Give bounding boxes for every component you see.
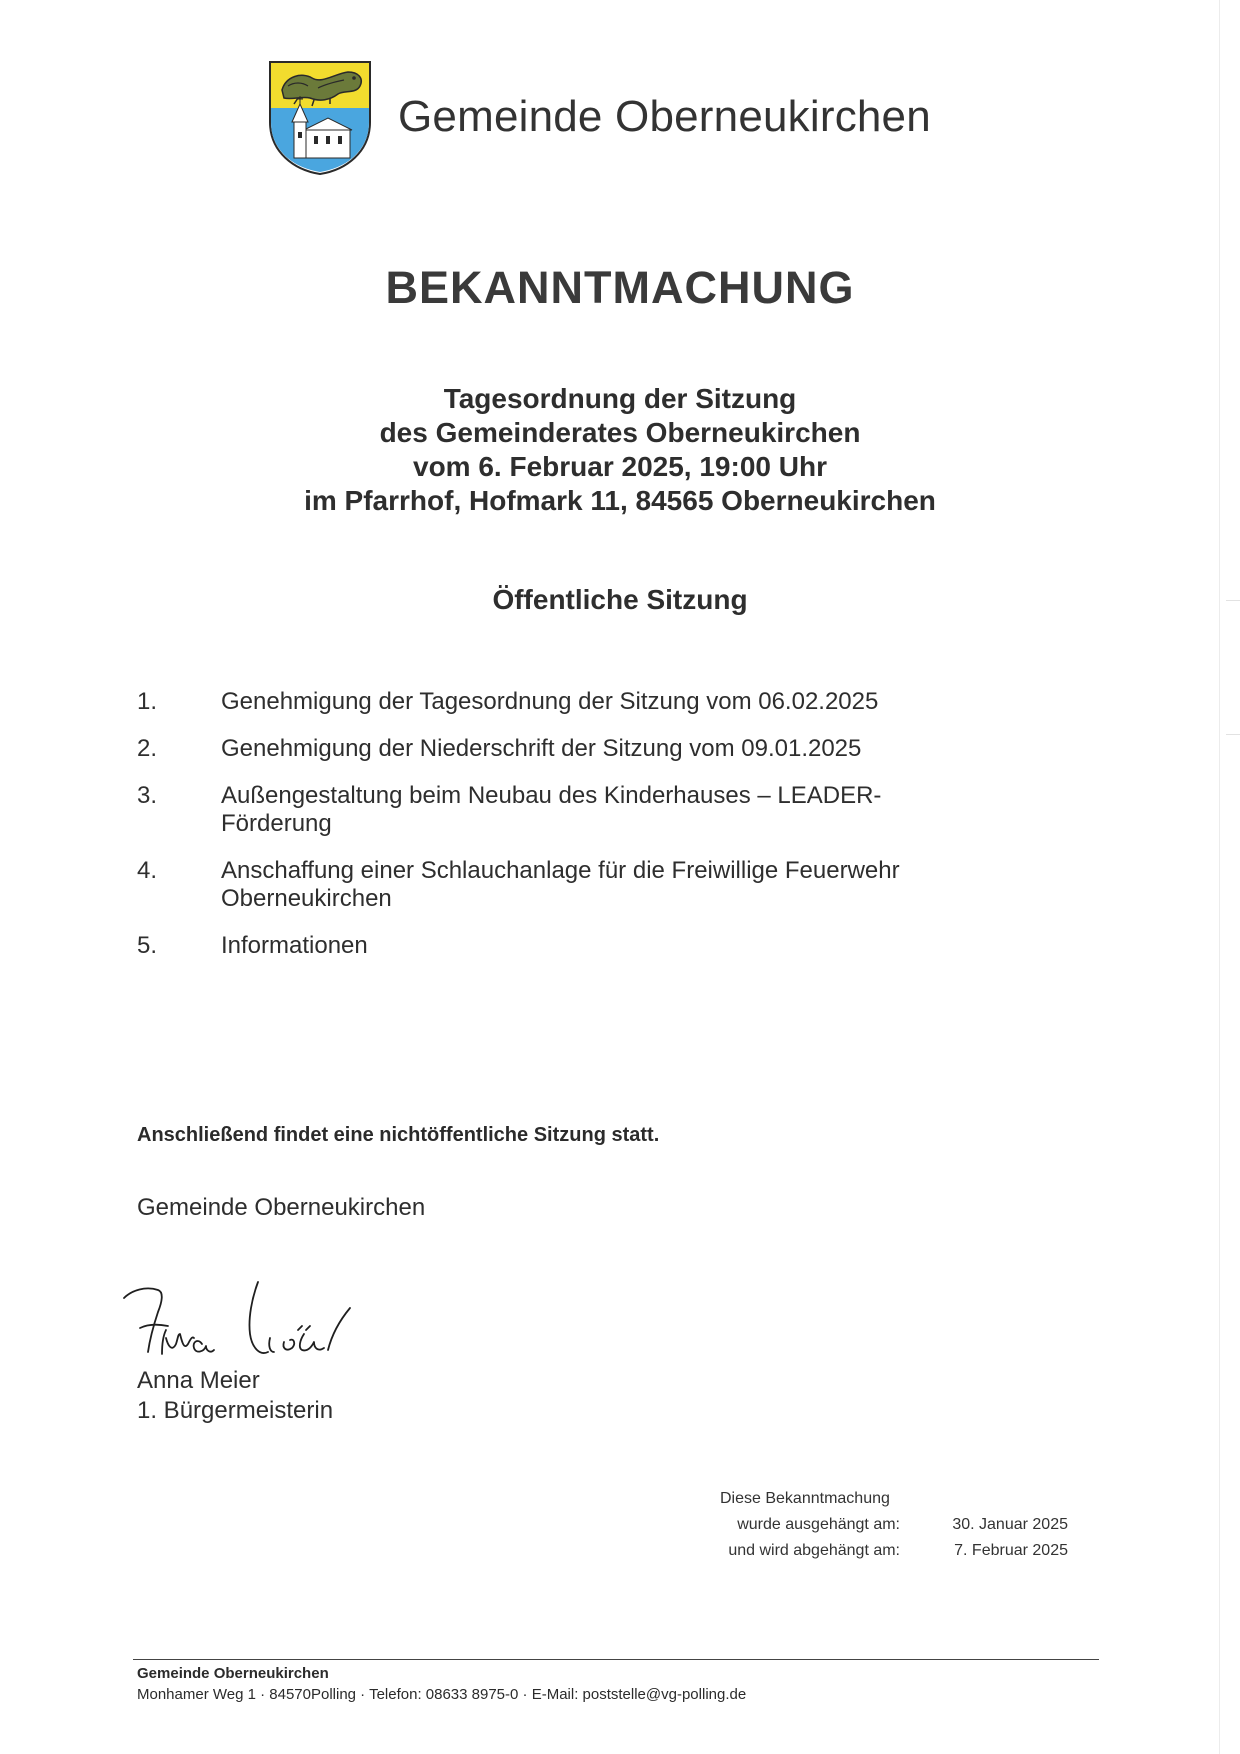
agenda-item-text: Außengestaltung beim Neubau des Kinderhauses – LEADER-Förderung <box>221 782 882 837</box>
agenda-item-number: 5. <box>137 932 158 959</box>
coat-of-arms-icon <box>268 60 372 176</box>
agenda-list <box>137 688 1037 979</box>
agenda-item-number: 2. <box>137 735 158 762</box>
agenda-item <box>137 932 1037 960</box>
agenda-item <box>137 857 1037 913</box>
agenda-item-number: 4. <box>137 857 158 884</box>
footer-organization: Gemeinde Oberneukirchen <box>137 1665 329 1682</box>
agenda-item <box>137 735 1037 763</box>
signer-block <box>137 1366 333 1426</box>
agenda-heading-line: im Pfarrhof, Hofmark 11, 84565 Oberneukirchen <box>304 485 936 516</box>
agenda-item <box>137 688 1037 716</box>
closing-note: Anschließend findet eine nichtöffentliche Sitzung statt. <box>137 1124 660 1146</box>
agenda-item-text: Genehmigung der Tagesordnung der Sitzung vom 06.02.2025 <box>221 688 879 715</box>
agenda-heading <box>0 382 1240 518</box>
agenda-item-text: Anschaffung einer Schlauchanlage für die Freiwillige Feuerwehr Oberneukirchen <box>221 857 900 912</box>
removed-date: 7. Februar 2025 <box>954 1542 1068 1559</box>
agenda-heading-line: des Gemeinderates Oberneukirchen <box>379 417 861 448</box>
agenda-item <box>137 782 1037 838</box>
posted-label: wurde ausgehängt am: <box>737 1516 900 1533</box>
agenda-heading-line: vom 6. Februar 2025, 19:00 Uhr <box>413 451 827 482</box>
posting-intro: Diese Bekanntmachung <box>720 1490 890 1507</box>
agenda-heading-line: Tagesordnung der Sitzung <box>443 383 797 414</box>
agenda-item-number: 3. <box>137 782 158 809</box>
document-title: BEKANNTMACHUNG <box>385 262 855 313</box>
session-type-heading: Öffentliche Sitzung <box>492 584 748 615</box>
signer-name: Anna Meier <box>137 1367 260 1394</box>
handwritten-signature <box>118 1268 388 1372</box>
scan-tick <box>1226 734 1240 735</box>
agenda-item-text: Informationen <box>221 932 368 959</box>
agenda-item-text: Genehmigung der Niederschrift der Sitzung vom 09.01.2025 <box>221 735 862 762</box>
footer-divider <box>133 1659 1099 1660</box>
signer-role: 1. Bürgermeisterin <box>137 1397 334 1424</box>
municipality-title: Gemeinde Oberneukirchen <box>398 92 931 141</box>
posted-date: 30. Januar 2025 <box>952 1516 1068 1533</box>
closing-organization: Gemeinde Oberneukirchen <box>137 1194 426 1221</box>
agenda-item-number: 1. <box>137 688 158 715</box>
removed-label: und wird abgehängt am: <box>728 1542 900 1559</box>
footer-contact: Monhamer Weg 1 · 84570Polling · Telefon: 08633 8975-0 · E-Mail: poststelle@vg-polling.de <box>137 1686 747 1703</box>
